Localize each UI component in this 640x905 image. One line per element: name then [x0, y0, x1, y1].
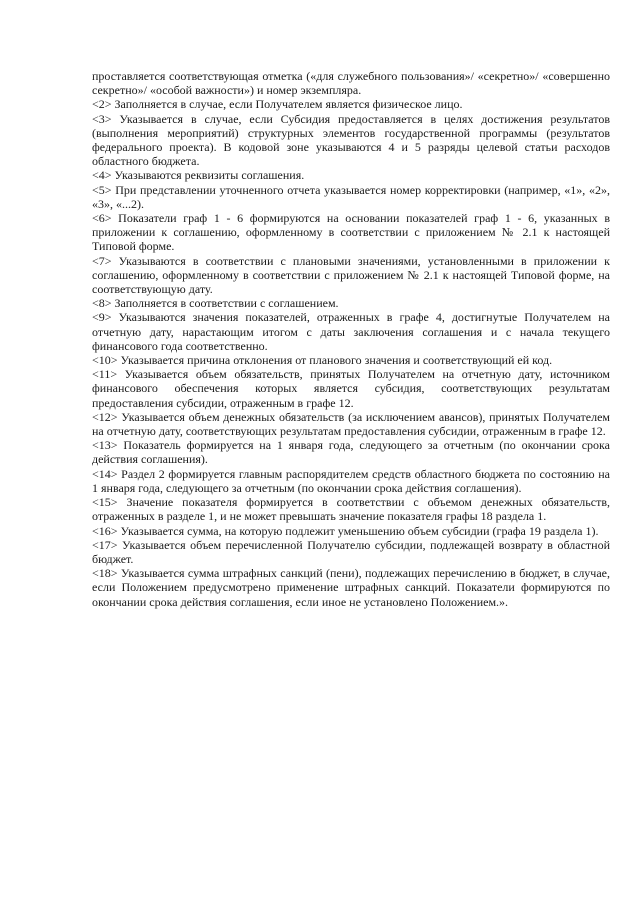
footnote-6: <6> Показатели граф 1 - 6 формируются на основании показателей граф 1 - 6, указанных в приложении к соглашению, оформленному в соответствии с приложением № 2.1 к настоящей Типовой форме. — [92, 211, 610, 254]
footnotes-block — [92, 69, 610, 609]
footnote-17: <17> Указывается объем перечисленной Получателю субсидии, подлежащей возврату в областной бюджет. — [92, 537, 610, 566]
footnote-4: <4> Указываются реквизиты соглашения. — [92, 168, 305, 183]
footnote-8: <8> Заполняется в соответствии с соглашением. — [92, 296, 339, 311]
footnote-14: <14> Раздел 2 формируется главным распорядителем средств областного бюджета по состоянию на 1 января года, следующего за отчетным (по окончании срока действия соглашения). — [92, 466, 610, 495]
footnote-13: <13> Показатель формируется на 1 января года, следующего за отчетным (по окончании срока действия соглашения). — [92, 438, 610, 467]
footnote-15: <15> Значение показателя формируется в соответствии с объемом денежных обязательств, отраженных в разделе 1, и не может превышать значение показателя графы 18 раздела 1. — [92, 495, 610, 524]
footnote-9: <9> Указываются значения показателей, отраженных в графе 4, достигнутые Получателем на отчетную дату, нарастающим итогом с даты заключения соглашения и с начала текущего финансового года соответственно. — [92, 310, 610, 353]
footnote-2: <2> Заполняется в случае, если Получателем является физическое лицо. — [92, 97, 463, 112]
footnote-18: <18> Указывается сумма штрафных санкций (пени), подлежащих перечислению в бюджет, в случае, если Положением предусмотрено применение штрафных санкций. Показатели формируются по окончании срока действия соглашения, если иное не установлено Положением.». — [92, 566, 610, 609]
footnote-16: <16> Указывается сумма, на которую подлежит уменьшению объем субсидии (графа 19 раздела 1). — [92, 523, 599, 538]
footnote-continuation: проставляется соответствующая отметка («для служебного пользования»/ «секретно»/ «совершенно секретно»/ «особой важности») и номер экземпляра. — [92, 69, 610, 98]
footnote-3: <3> Указывается в случае, если Субсидия предоставляется в целях достижения результатов (выполнения мероприятий) структурных элементов государственной программы (результатов федерального проекта). В кодовой зоне указываются 4 и 5 разряды целевой статьи расходов областного бюджета. — [92, 111, 610, 169]
footnote-11: <11> Указывается объем обязательств, принятых Получателем на отчетную дату, источником финансового обеспечения которых является субсидия, соответствующих результатам предоставления субсидии, отраженным в графе 12. — [92, 367, 610, 410]
footnote-7: <7> Указываются в соответствии с плановыми значениями, установленными в приложении к соглашению, оформленному в соответствии с приложением № 2.1 к настоящей Типовой форме, на соответствующую дату. — [92, 253, 610, 297]
footnote-5: <5> При представлении уточненного отчета указывается номер корректировки (например, «1», «2», «3», «...2). — [92, 182, 610, 211]
footnote-12: <12> Указывается объем денежных обязательств (за исключением авансов), принятых Получателем на отчетную дату, соответствующих результатам предоставления субсидии, отраженным в графе 12. — [92, 409, 610, 439]
footnote-10: <10> Указывается причина отклонения от планового значения и соответствующий ей код. — [92, 353, 553, 368]
